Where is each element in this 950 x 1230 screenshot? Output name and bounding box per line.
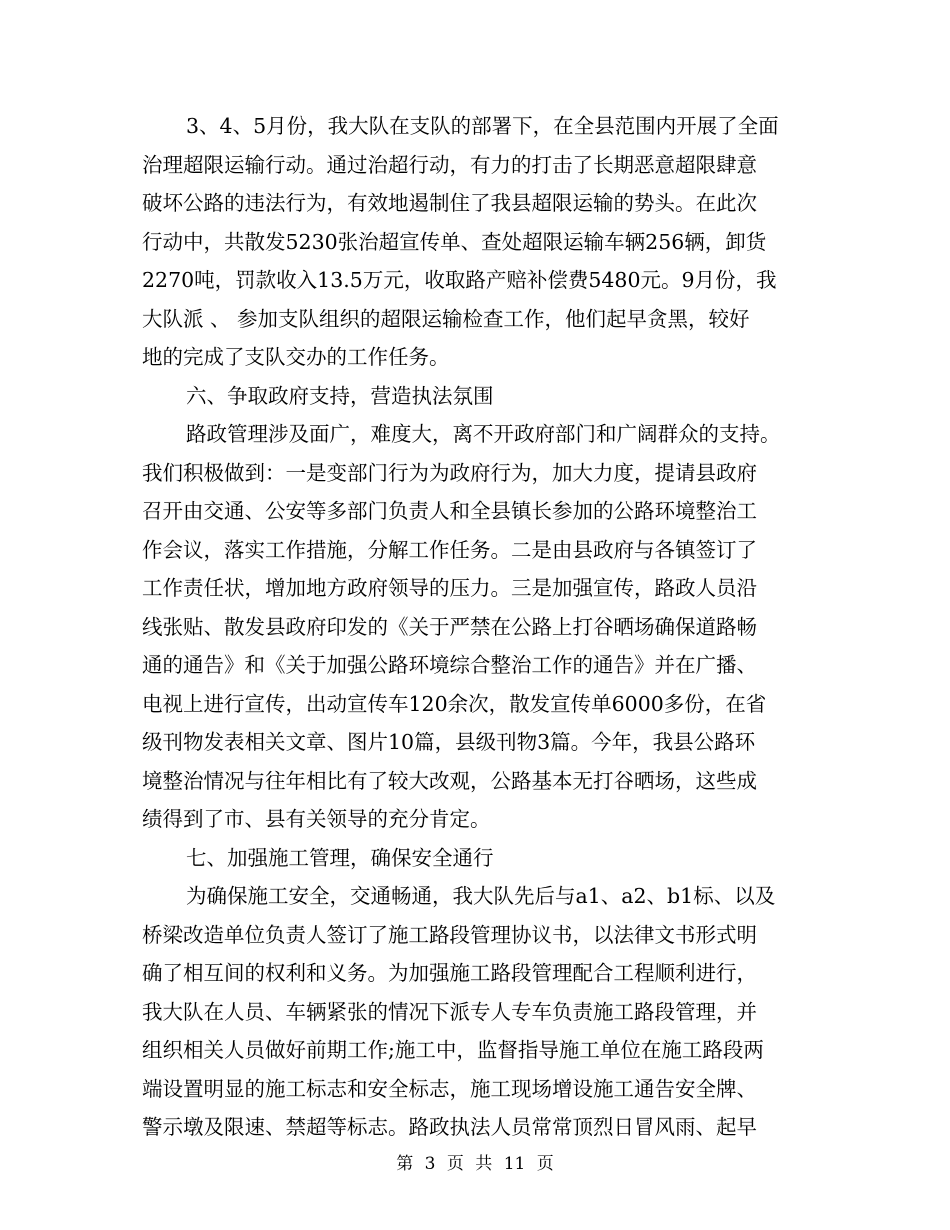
paragraph-line: 境整治情况与往年相比有了较大改观，公路基本无打谷晒场，这些成 (142, 768, 757, 793)
section-heading: 六、争取政府支持，营造执法氛围 (186, 383, 494, 408)
paragraph-line: 2270吨，罚款收入13.5万元，收取路产赔补偿费5480元。9月份，我 (142, 268, 777, 292)
paragraph-line: 端设置明显的施工标志和安全标志，施工现场增设施工通告安全牌、 (142, 1076, 757, 1101)
paragraph-line: 确了相互间的权利和义务。为加强施工路段管理配合工程顺利进行， (142, 961, 757, 985)
paragraph-line: 行动中，共散发5230张治超宣传单、查处超限运输车辆256辆，卸货 (142, 229, 767, 254)
paragraph-line: 级刊物发表相关文章、图片10篇，县级刊物3篇。今年，我县公路环 (142, 730, 756, 754)
paragraph-line: 组织相关人员做好前期工作;施工中，监督指导施工单位在施工路段两 (142, 1038, 764, 1062)
paragraph-line: 通的通告》和《关于加强公路环境综合整治工作的通告》并在广播、 (142, 653, 757, 677)
paragraph-line: 桥梁改造单位负责人签订了施工路段管理协议书，以法律文书形式明 (142, 922, 757, 947)
paragraph-line: 路政管理涉及面广，难度大，离不开政府部门和广阔群众的支持。 (186, 422, 781, 446)
paragraph-line: 治理超限运输行动。通过治超行动，有力的打击了长期恶意超限肆意 (142, 152, 757, 177)
paragraph-line: 3、4、5月份，我大队在支队的部署下，在全县范围内开展了全面 (186, 114, 779, 138)
paragraph-line: 我大队在人员、车辆紧张的情况下派专人专车负责施工路段管理，并 (142, 999, 757, 1024)
paragraph-line: 为确保施工安全，交通畅通，我大队先后与a1、a2、b1标、以及 (186, 884, 776, 908)
paragraph-line: 线张贴、散发县政府印发的《关于严禁在公路上打谷晒场确保道路畅 (142, 614, 757, 639)
paragraph-line: 绩得到了市、县有关领导的充分肯定。 (142, 807, 491, 831)
page-number-footer: 第 3 页 共 11 页 (396, 1154, 554, 1174)
paragraph-line: 工作责任状，增加地方政府领导的压力。三是加强宣传，路政人员沿 (142, 576, 757, 600)
paragraph-line: 大队派 、 参加支队组织的超限运输检查工作，他们起早贪黑，较好 (142, 306, 750, 331)
paragraph-line: 地的完成了支队交办的工作任务。 (142, 345, 450, 369)
document-body (142, 107, 814, 1147)
paragraph-line: 我们积极做到：一是变部门行为为政府行为，加大力度，提请县政府 (142, 460, 757, 485)
section-heading: 七、加强施工管理，确保安全通行 (186, 845, 494, 870)
paragraph-line: 召开由交通、公安等多部门负责人和全县镇长参加的公路环境整治工 (142, 499, 757, 523)
paragraph-line: 作会议，落实工作措施，分解工作任务。二是由县政府与各镇签订了 (142, 537, 757, 562)
paragraph-line: 破坏公路的违法行为，有效地遏制住了我县超限运输的势头。在此次 (142, 191, 757, 215)
paragraph-line: 电视上进行宣传，出动宣传车120余次，散发宣传单6000多份，在省 (142, 691, 767, 716)
paragraph-line: 警示墩及限速、禁超等标志。路政执法人员常常顶烈日冒风雨、起早 (142, 1115, 757, 1139)
